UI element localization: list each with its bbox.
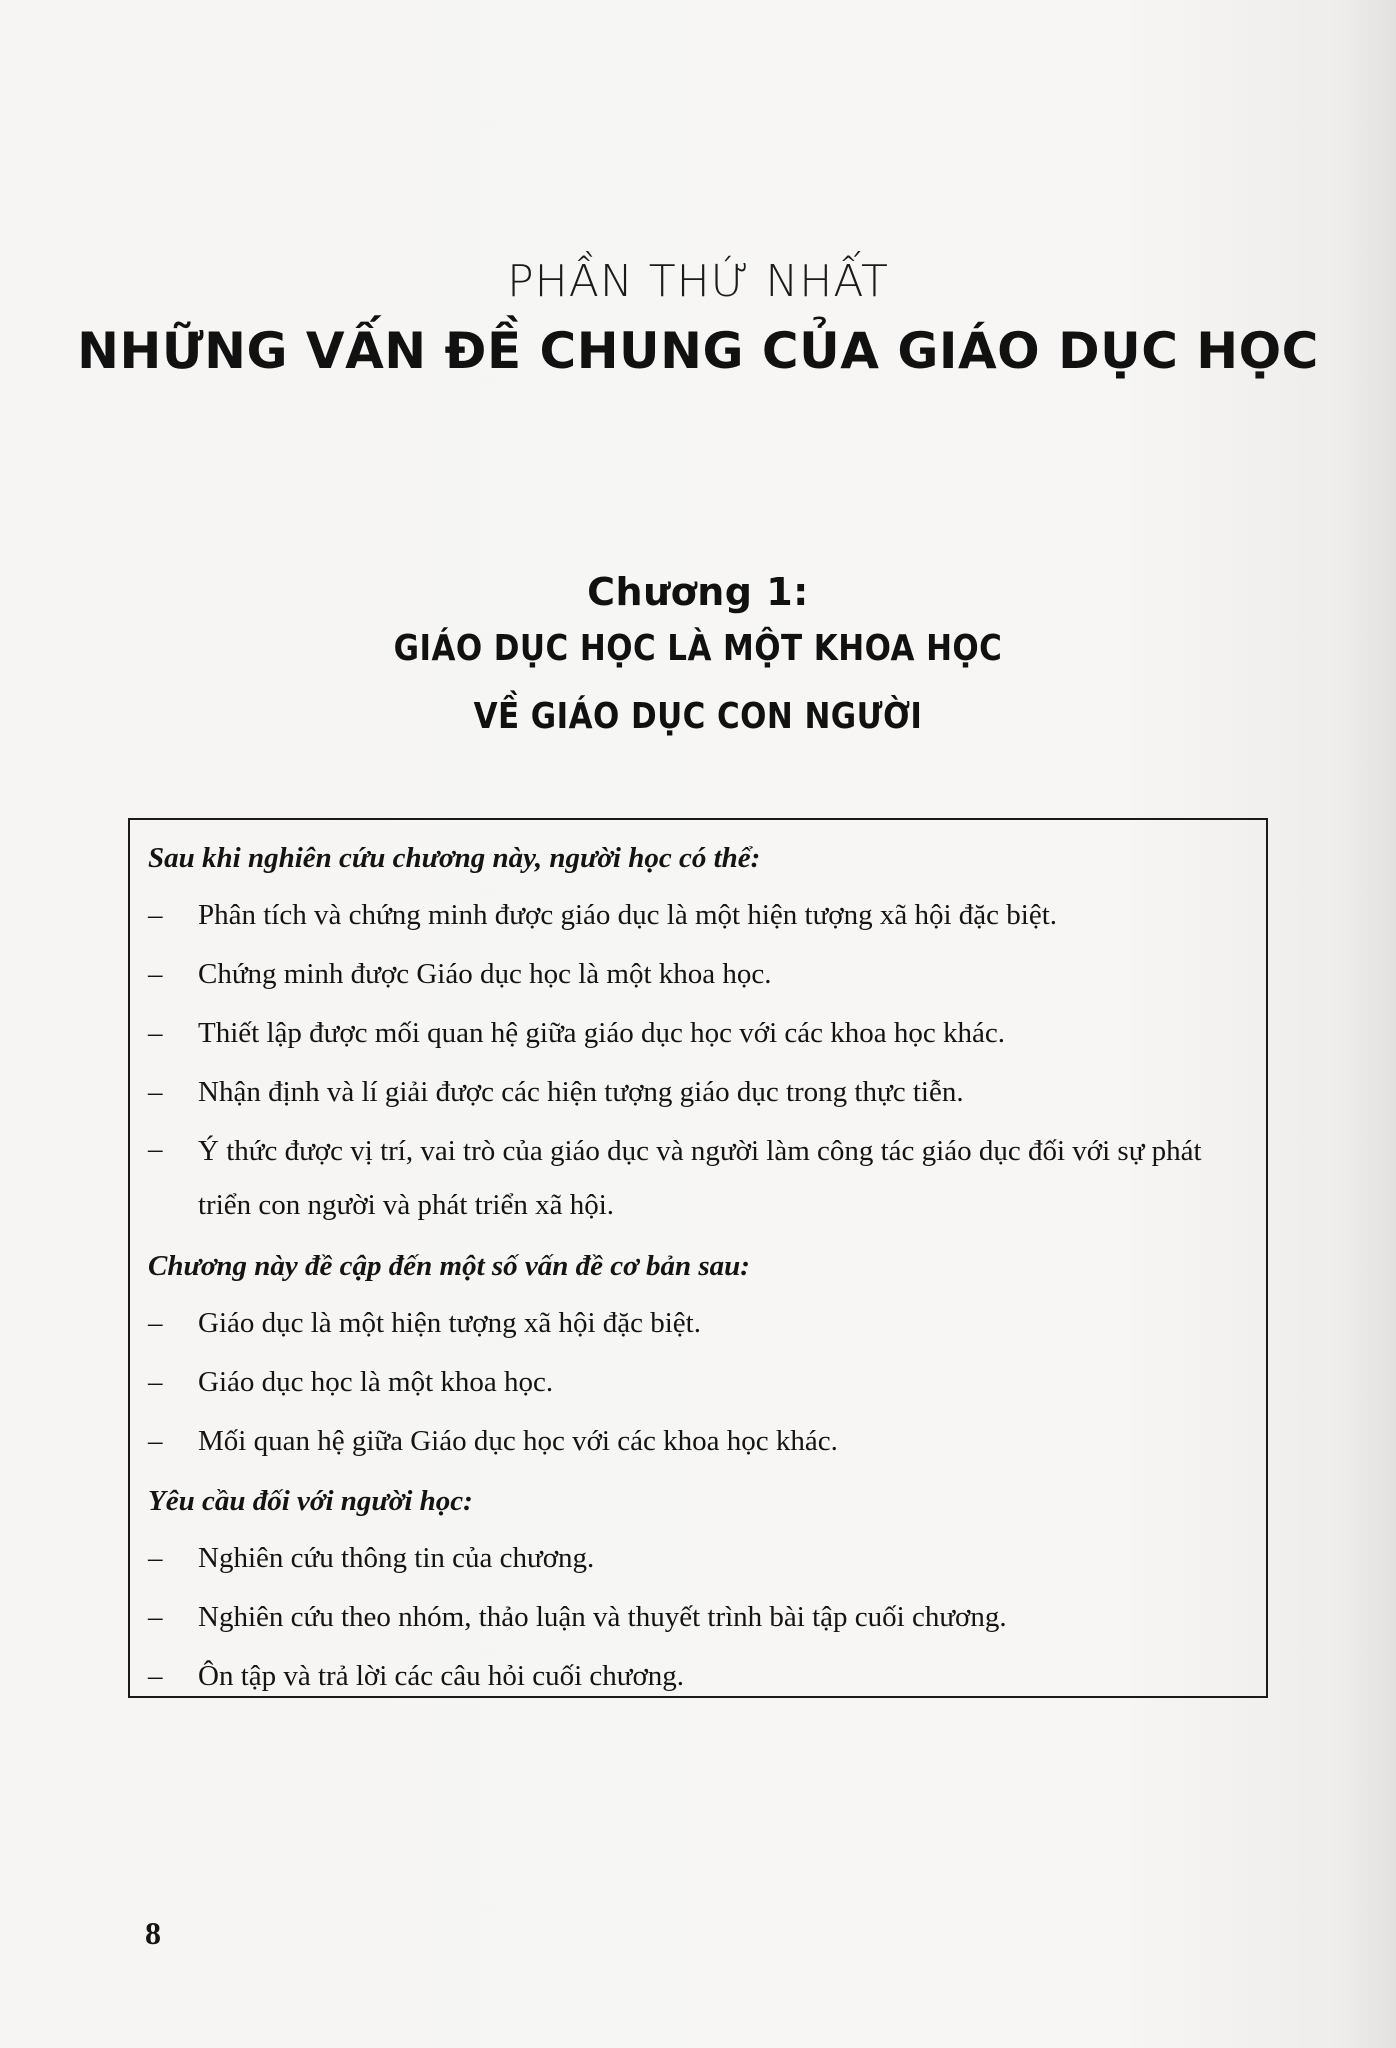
dash-bullet: – xyxy=(148,958,163,990)
chapter-number: Chương 1: xyxy=(587,570,809,614)
topic-text: Giáo dục học là một khoa học. xyxy=(198,1366,554,1398)
dash-bullet: – xyxy=(148,1542,163,1574)
objective-text: Nhận định và lí giải được các hiện tượng giáo dục trong thực tiễn. xyxy=(198,1076,964,1108)
objective-item xyxy=(148,1122,1248,1236)
objective-text: Phân tích và chứng minh được giáo dục là một hiện tượng xã hội đặc biệt. xyxy=(198,899,1058,931)
page-number: 8 xyxy=(145,1915,161,1951)
objective-item xyxy=(148,1004,1248,1063)
chapter-title-line2: VỀ GIÁO DỤC CON NGƯỜI xyxy=(473,696,923,737)
dash-bullet: – xyxy=(148,1366,163,1398)
topic-text: Mối quan hệ giữa Giáo dục học với các khoa học khác. xyxy=(198,1425,838,1457)
objective-item xyxy=(148,1063,1248,1122)
dash-bullet: – xyxy=(148,899,163,931)
dash-bullet: – xyxy=(148,1660,163,1692)
dash-bullet: – xyxy=(148,1307,163,1339)
objective-text: Thiết lập được mối quan hệ giữa giáo dục học với các khoa học khác. xyxy=(198,1017,1005,1049)
objective-text: Chứng minh được Giáo dục học là một khoa học. xyxy=(198,958,772,990)
dash-bullet: – xyxy=(148,1017,163,1049)
requirement-item xyxy=(148,1588,1248,1647)
objective-text: Ý thức được vị trí, vai trò của giáo dục và người làm công tác giáo dục đối với sự phát triển con người và phát triển xã hội. xyxy=(198,1135,1202,1221)
dash-bullet: – xyxy=(148,1601,163,1633)
chapter-title-line1: GIÁO DỤC HỌC LÀ MỘT KHOA HỌC xyxy=(393,628,1003,669)
requirement-text: Nghiên cứu theo nhóm, thảo luận và thuyết trình bài tập cuối chương. xyxy=(198,1601,1007,1633)
topics-heading: Chương này đề cập đến một số vấn đề cơ bản sau: xyxy=(148,1250,750,1282)
dash-bullet: – xyxy=(148,1076,163,1108)
dash-bullet: – xyxy=(148,1133,163,1165)
objective-item xyxy=(148,945,1248,1004)
part-label: PHẦN THỨ NHẤT xyxy=(507,256,889,307)
topic-item xyxy=(148,1412,1248,1471)
topic-text: Giáo dục là một hiện tượng xã hội đặc biệt. xyxy=(198,1307,701,1339)
topic-item xyxy=(148,1353,1248,1412)
part-title: NHỮNG VẤN ĐỀ CHUNG CỦA GIÁO DỤC HỌC xyxy=(77,322,1319,380)
topic-item xyxy=(148,1294,1248,1353)
requirement-text: Ôn tập và trả lời các câu hỏi cuối chương. xyxy=(198,1660,685,1692)
requirement-item xyxy=(148,1647,1248,1706)
requirement-item xyxy=(148,1529,1248,1588)
requirement-text: Nghiên cứu thông tin của chương. xyxy=(198,1542,595,1574)
objective-item xyxy=(148,886,1248,945)
objectives-heading: Sau khi nghiên cứu chương này, người học có thể: xyxy=(148,842,761,874)
chapter-objectives-box xyxy=(128,818,1268,1698)
dash-bullet: – xyxy=(148,1425,163,1457)
requirements-heading: Yêu cầu đối với người học: xyxy=(148,1485,473,1517)
